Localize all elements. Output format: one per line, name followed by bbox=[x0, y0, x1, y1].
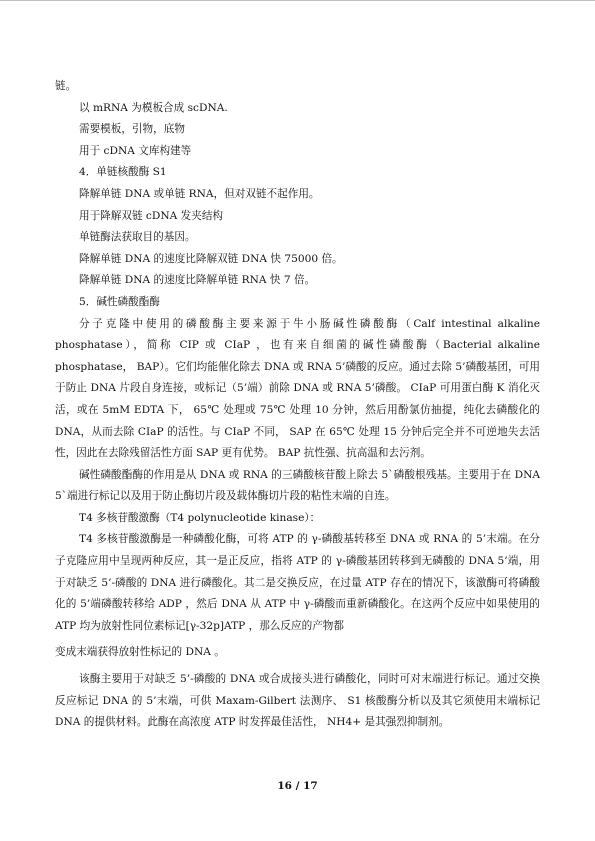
text-line: 降解单链 DNA 的速度比降解双链 DNA 快 75000 倍。 bbox=[79, 252, 343, 265]
text-line: 需要模板，引物，底物 bbox=[79, 123, 185, 136]
paragraph-alkaline-phosphatase-role: 碱性磷酸酯酶的作用是从 DNA 或 RNA 的三磷酸核苷酸上除去 5`磷酸根残基。主要用于在 DNA 5`端进行标记以及用于防止酶切片段及载体酶切片段的粘性末端的自连。 bbox=[55, 468, 540, 503]
text-line: 链。 bbox=[55, 80, 77, 92]
paragraph-phosphatase: 分子克隆中使用的磷酸酶主要来源于牛小肠碱性磷酸酶（Calf intestinal alkaline phosphatase），简称 CIP 或 CIaP ，也有来自细菌的碱性磷酸酶（Bacterial alkaline phosphatase， BAP）。它们均能催化除去 DNA 或 RNA 5’磷酸的反应。通过去除 5’磷酸基团，可用于防止 DNA 片段自身连接，或标记（5’端）前除 DNA 或 RNA 5’磷酸。 CIaP 可用蛋白酶 K 消化灭活，或在 5mM EDTA 下， 65℃ 处理或 75℃ 处理 10 分钟，然后用酚氯仿抽提，纯化去磷酸化的 DNA，从而去除 CIaP 的活性。与 CIaP 不同， SAP 在 65℃ 处理 15 分钟后完全并不可逆地失去活性，因此在去除残留活性方面 SAP 更有优势。 BAP 抗性强、抗高温和去污剂。 bbox=[55, 317, 540, 460]
body-text bbox=[55, 76, 540, 734]
page-number: 16 / 17 bbox=[277, 780, 318, 792]
text-line: 降解单链 DNA 的速度比降解单链 RNA 快 7 倍。 bbox=[79, 274, 316, 287]
text-line: 用于降解双链 cDNA 发夹结构 bbox=[79, 209, 224, 222]
section-heading: 4．单链核酸酶 S1 bbox=[79, 166, 167, 179]
text-line: 单链酶法获取目的基因。 bbox=[79, 231, 196, 244]
text-line: 以 mRNA 为模板合成 scDNA. bbox=[79, 101, 228, 114]
section-heading: 5．碱性磷酸酯酶 bbox=[79, 295, 160, 308]
paragraph-continuation: 变成末端获得放射性标记的 DNA 。 bbox=[55, 646, 225, 659]
top-border bbox=[0, 0, 595, 1]
paragraph-t4-kinase: T4 多核苷酸激酶是一种磷酸化酶，可将 ATP 的 γ-磷酸基转移至 DNA 或 RNA 的 5’末端。在分子克隆应用中呈现两种反应，其一是正反应，指将 ATP 的 γ-磷酸基团转移到无磷酸的 DNA 5’端，用于对缺乏 5’-磷酸的 DNA 进行磷酸化。其二是交换反应，在过量 ATP 存在的情况下，该激酶可将磷酸化的 5’端磷酸转移给 ADP ，然后 DNA 从 ATP 中 γ-磷酸而重新磷酸化。在这两个反应中如果使用的 ATP 均为放射性同位素标记[γ-32p]ATP ，那么反应的产物都 bbox=[55, 533, 540, 632]
paragraph-t4-kinase-use: 该酶主要用于对缺乏 5’-磷酸的 DNA 或合成接头进行磷酸化，同时可对末端进行标记。通过交换反应标记 DNA 的 5’末端，可供 Maxam-Gilbert 法测序、 S1 核酸酶分析以及其它须使用末端标记 DNA 的提供材料。此酶在高浓度 ATP 时发挥最佳活性， NH4+ 是其强烈抑制剂。 bbox=[55, 673, 540, 729]
section-heading-t4-kinase: T4 多核苷酸激酶（T4 polynucleotide kinase）： bbox=[79, 511, 321, 524]
text-line: 用于 cDNA 文库构建等 bbox=[79, 144, 192, 157]
text-line: 降解单链 DNA 或单链 RNA，但对双链不起作用。 bbox=[79, 187, 320, 200]
